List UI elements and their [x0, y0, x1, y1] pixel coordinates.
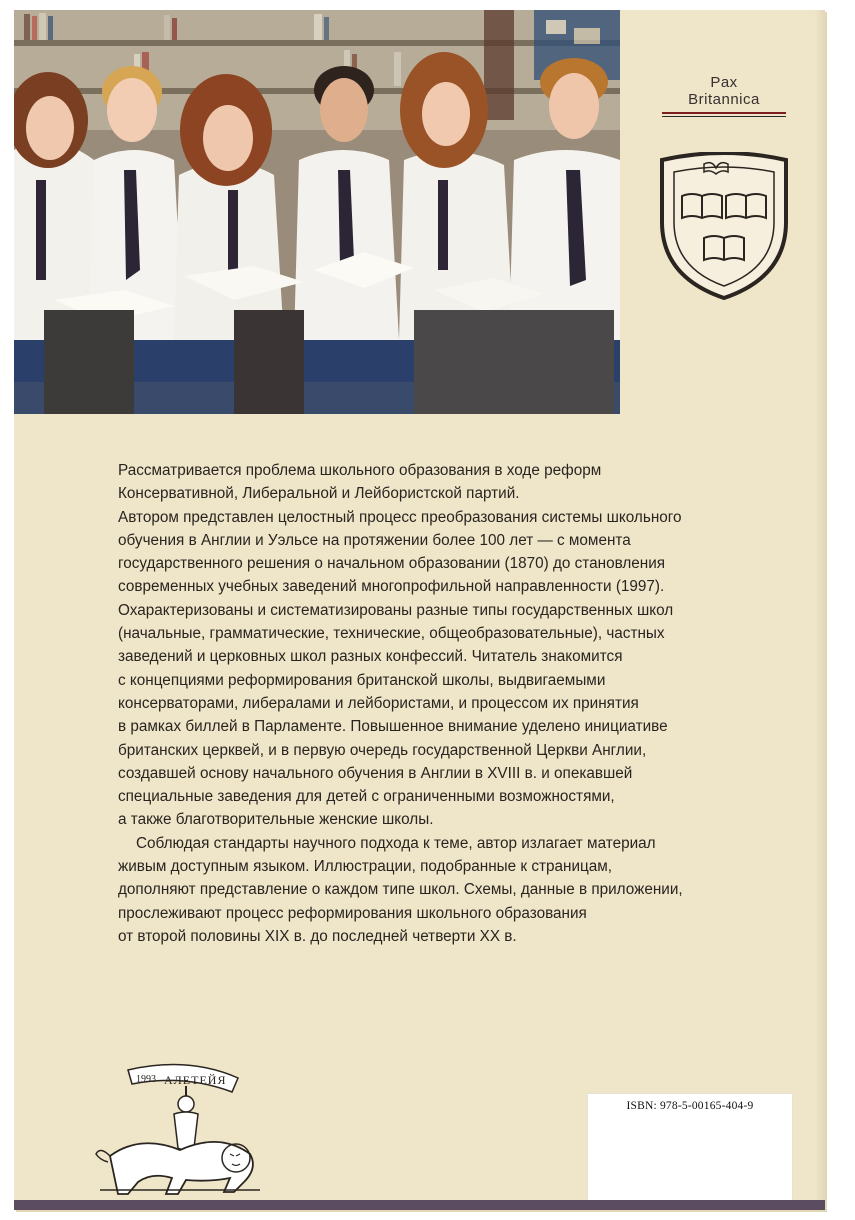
description-paragraph: Соблюдая стандарты научного подхода к теме, автор излагает материал живым доступным языком. Иллюстрации, подобранные к страницам, дополняют представление о каждом типе школ. Схемы, данные в приложении, прослеживают процесс реформирования школьного образования от второй половины XIX в. до последней четверти XX в. [118, 834, 683, 945]
shield-books-icon [654, 152, 794, 302]
barcode [587, 1093, 793, 1205]
book-description [118, 459, 798, 948]
series-rule [662, 112, 786, 114]
description-paragraph: Рассматривается проблема школьного образования в ходе реформ Консервативной, Либеральной и Лейбористской партий. [118, 462, 602, 503]
publisher-logo-lion-icon [90, 1060, 270, 1200]
bottom-band [14, 1200, 825, 1210]
series-mark [654, 74, 794, 117]
back-cover [14, 10, 825, 1210]
series-rule-thin [662, 116, 786, 117]
logo-year: 1993 [136, 1074, 156, 1085]
cover-photo-students-reading [14, 10, 620, 414]
isbn-label: ISBN: 978-5-00165-404-9 [626, 1100, 754, 1112]
series-name-line2: Britannica [688, 91, 760, 108]
description-paragraph: Охарактеризованы и систематизированы разные типы государственных школ (начальные, грамматические, технические, общеобразовательные), частных заведений и церковных школ разных конфессий. Читатель знакомится с концепциями реформирования британской школы, выдвигаемыми консерваторами, либералами и лейбористами, и процессом их принятия в рамках биллей в Парламенте. Повышенное внимание уделено инициативе британских церквей, и в первую очередь государственной Церкви Англии, создавшей основу начального обучения в Англии в XVIII в. и опекавшей специальные заведения для детей с ограниченными возможностями, а также благотворительные женские школы. [118, 601, 674, 829]
photo-illustration [14, 10, 620, 414]
logo-text: АЛЕТЕЙЯ [164, 1073, 227, 1087]
description-paragraph: Автором представлен целостный процесс преобразования системы школьного обучения в Англии и Уэльсе на протяжении более 100 лет — с момента государственного решения о начальном образовании (1870) до становления современных учебных заведений многопрофильной направленности (1997). [118, 508, 682, 596]
series-name-line1: Pax [710, 74, 738, 91]
spine-shadow [815, 10, 825, 1210]
